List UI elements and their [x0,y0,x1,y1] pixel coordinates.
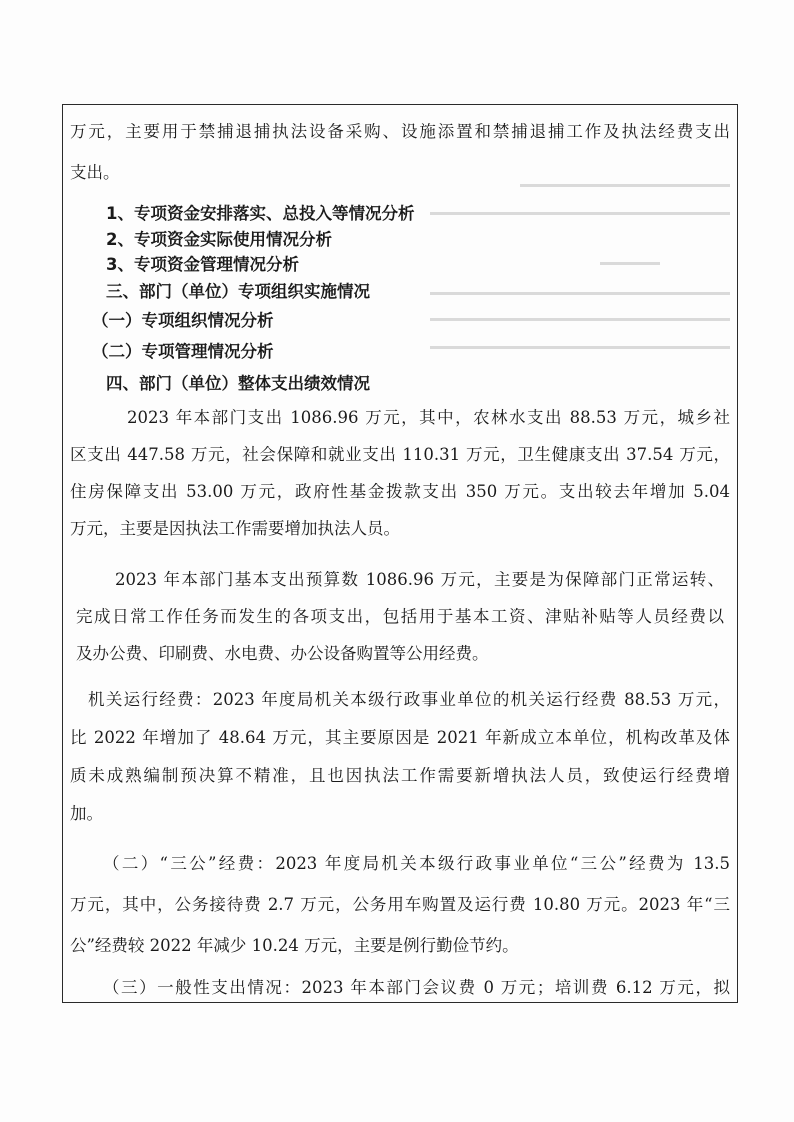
body-line: （二）“三公”经费：2023 年度局机关本级行政事业单位“三公”经费为 13.5 [103,854,730,873]
section-heading: （一）专项组织情况分析 [92,311,274,330]
scan-bleed-mark [600,262,660,265]
section-heading: 三、部门（单位）专项组织实施情况 [106,282,370,301]
body-line: 万元，主要是因执法工作需要增加执法人员。 [70,519,400,538]
section-heading: 2、专项资金实际使用情况分析 [106,230,332,249]
body-line: 质未成熟编制预决算不精准，且也因执法工作需要新增执法人员，致使运行经费增 [70,766,730,785]
body-line: 2023 年本部门支出 1086.96 万元，其中，农林水支出 88.53 万元，城乡社 [127,408,730,427]
scan-bleed-mark [430,292,730,295]
scan-bleed-mark [430,346,730,349]
scan-bleed-mark [430,212,730,215]
scan-bleed-mark [430,318,730,321]
section-heading: 1、专项资金安排落实、总投入等情况分析 [106,204,415,223]
body-line: （三）一般性支出情况：2023 年本部门会议费 0 万元；培训费 6.12 万元，拟 [103,978,730,997]
body-line: 公”经费较 2022 年减少 10.24 万元，主要是例行勤俭节约。 [70,936,519,955]
body-line: 万元，其中，公务接待费 2.7 万元，公务用车购置及运行费 10.80 万元。2023 年“三 [70,895,730,914]
body-line: 2023 年本部门基本支出预算数 1086.96 万元，主要是为保障部门正常运转、 [115,570,724,589]
body-line: 支出。 [70,163,120,182]
scan-bleed-mark [520,184,730,187]
body-line: 万元，主要用于禁捕退捕执法设备采购、设施添置和禁捕退捕工作及执法经费支出 [70,122,730,141]
section-heading: （二）专项管理情况分析 [92,342,274,361]
body-line: 完成日常工作任务而发生的各项支出，包括用于基本工资、津贴补贴等人员经费以 [76,607,724,626]
section-heading: 3、专项资金管理情况分析 [106,255,299,274]
body-line: 及办公费、印刷费、水电费、办公设备购置等公用经费。 [76,644,489,663]
section-heading: 四、部门（单位）整体支出绩效情况 [106,374,370,393]
body-line: 加。 [70,804,103,823]
body-line: 住房保障支出 53.00 万元，政府性基金拨款支出 350 万元。支出较去年增加 5.04 [70,482,730,501]
body-line: 比 2022 年增加了 48.64 万元，其主要原因是 2021 年新成立本单位，机构改革及体 [70,728,730,747]
body-line: 机关运行经费：2023 年度局机关本级行政事业单位的机关运行经费 88.53 万元， [88,690,730,709]
body-line: 区支出 447.58 万元，社会保障和就业支出 110.31 万元，卫生健康支出 37.54 万元， [70,445,730,464]
